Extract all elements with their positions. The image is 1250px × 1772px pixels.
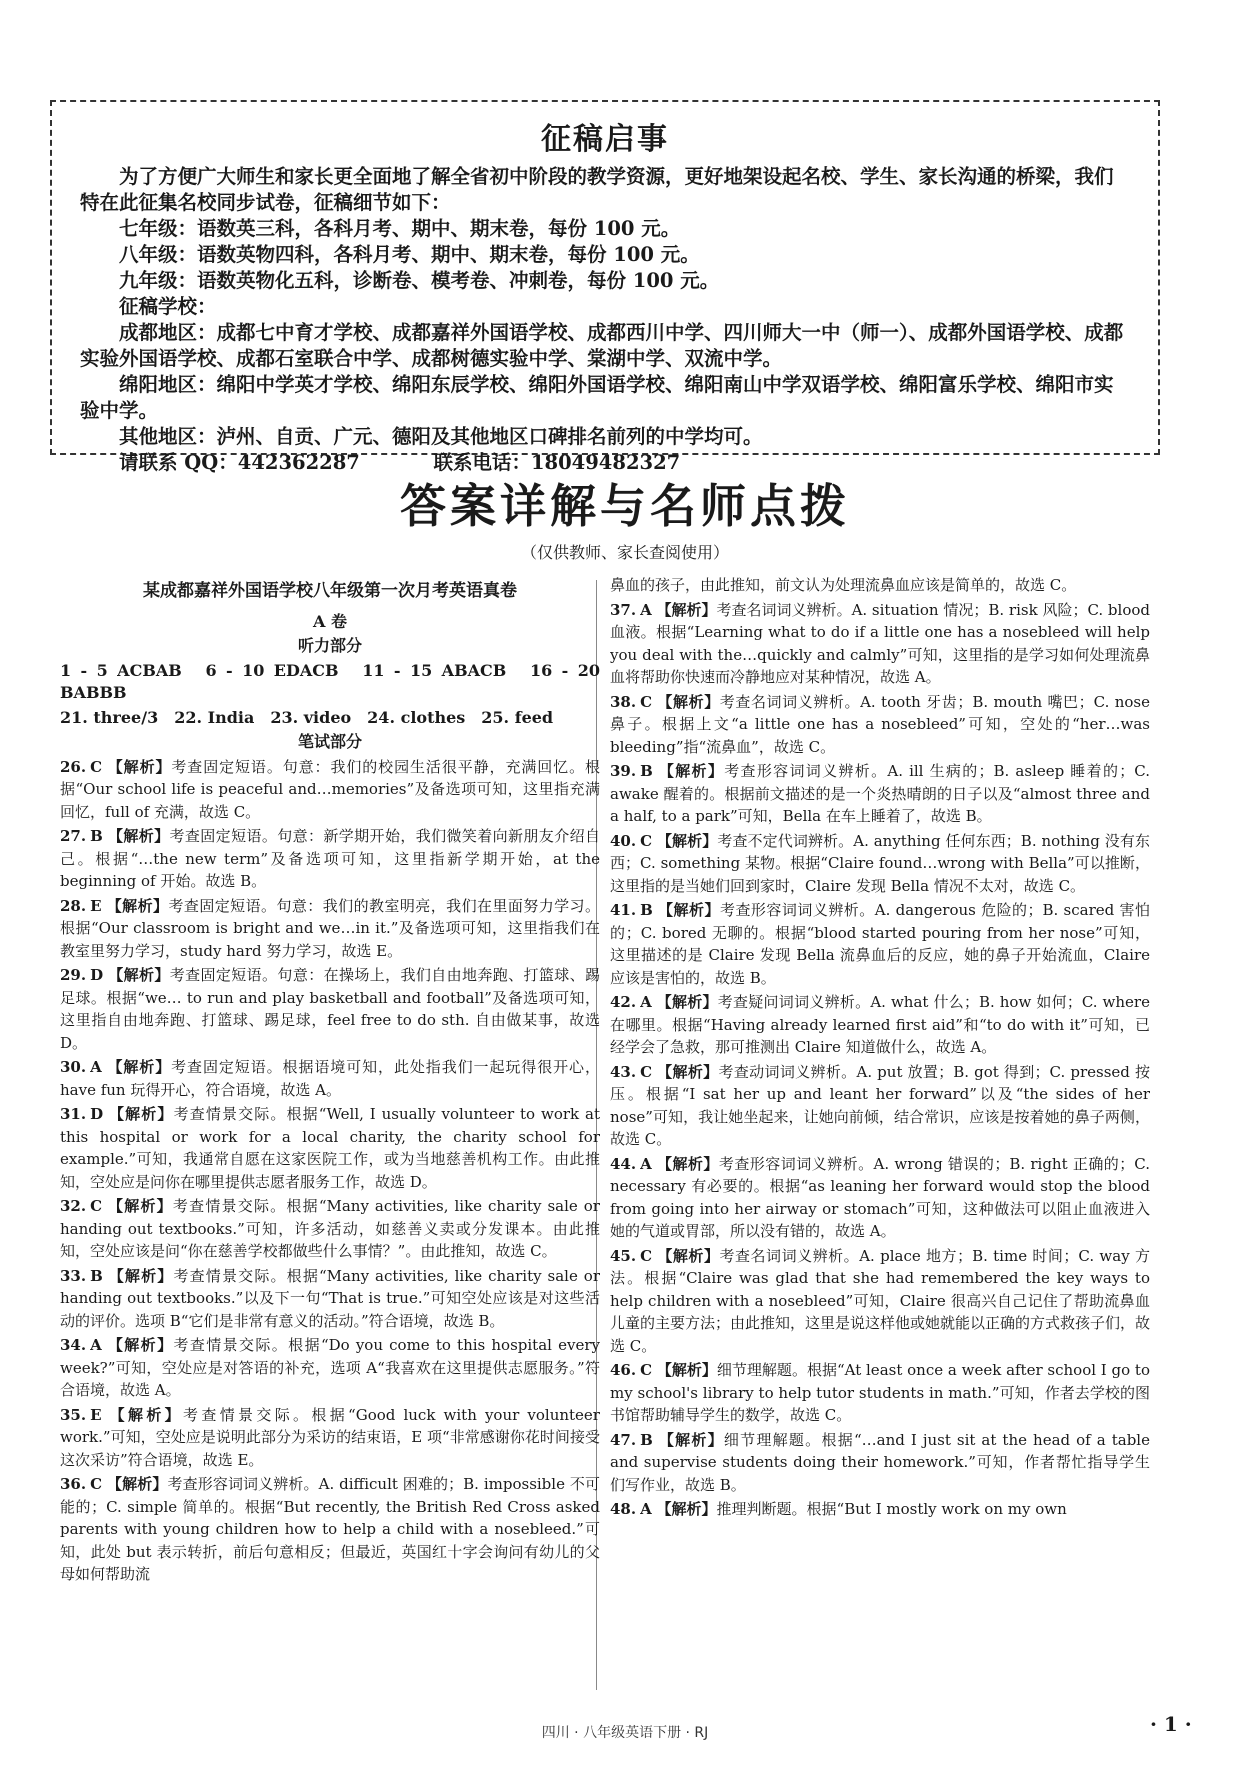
answer-number: 27. xyxy=(60,827,87,845)
left-answer-list xyxy=(60,756,600,1586)
analysis-tag: 【解析】 xyxy=(107,1336,174,1354)
analysis-text: 推理判断题。根据“But I mostly work on my own xyxy=(716,1500,1067,1518)
answer-choice: C xyxy=(640,831,653,850)
answer-number: 36. xyxy=(60,1475,87,1493)
answer-item xyxy=(610,830,1150,898)
notice-others: 其他地区：泸州、自贡、广元、德阳及其他地区口碑排名前列的中学均可。 xyxy=(119,425,763,448)
notice-schools-label: 征稿学校： xyxy=(119,295,217,318)
analysis-text: 考查固定短语。根据语境可知，此处指我们一起玩得很开心，have fun 玩得开心，符合语境，故选 A。 xyxy=(60,1058,600,1099)
analysis-tag: 【解析】 xyxy=(109,1105,174,1123)
analysis-tag: 【解析】 xyxy=(656,993,718,1011)
analysis-text: 考查名词词义辨析。A. tooth 牙齿；B. mouth 嘴巴；C. nose 鼻子。根据上文“a little one has a nosebleed”可知，空处的“her…was bleeding”指“流鼻血”，故选 C。 xyxy=(610,692,1150,756)
title-block xyxy=(0,470,1250,563)
written-heading: 笔试部分 xyxy=(297,732,362,751)
answer-number: 32. xyxy=(60,1197,87,1215)
answer-item xyxy=(60,1195,600,1263)
answer-number: 33. xyxy=(60,1266,87,1285)
answer-number: 45. xyxy=(610,1246,637,1265)
answer-number: 44. xyxy=(610,1154,637,1173)
notice-phone: 联系电话：18049482327 xyxy=(433,451,681,474)
answer-item xyxy=(60,1103,600,1193)
answer-choice: C xyxy=(90,1475,103,1493)
answer-choice: B xyxy=(90,1266,103,1285)
analysis-text: 考查形容词词义辨析。A. ill 生病的；B. asleep 睡着的；C. awake 醒着的。根据前文描述的是一个炎热晴朗的日子以及“almost three and a half, to a park”可知，Bella 在车上睡着了，故选 B。 xyxy=(610,762,1150,825)
analysis-text: 考查形容词词义辨析。A. difficult 困难的；B. impossible 不可能的；C. simple 简单的。根据“But recently, the British Red Cross asked parents with young children how to help a child with a nosebleed.”可知，此处 but 表示转折，前后句意相反；但最近，英国红十字会询问有幼儿的父母如何帮助流 xyxy=(60,1475,600,1583)
answer-item xyxy=(60,1265,600,1333)
analysis-text: 考查名词词义辨析。A. situation 情况；B. risk 风险；C. blood 血液。根据“Learning what to do if a little one has a nosebleed will help you deal with the…quickly and calmly”可知，这里指的是学习如何处理流鼻血将帮助你快速而冷静地应对某种情况，故选 A。 xyxy=(610,600,1150,686)
analysis-tag: 【解析】 xyxy=(108,1266,174,1285)
answer-number: 29. xyxy=(60,966,87,984)
answer-number: 26. xyxy=(60,757,87,776)
analysis-tag: 【解析】 xyxy=(656,831,718,850)
notice-intro: 为了方便广大师生和家长更全面地了解全省初中阶段的教学资源，更好地架设起名校、学生、家长沟通的桥梁，我们特在此征集名校同步试卷，征稿细节如下： xyxy=(80,165,1114,214)
listening-answers-1: 1 - 5 ACBAB 6 - 10 EDACB 11 - 15 ABACB 16 - 20 BABBB xyxy=(60,660,600,702)
analysis-text: 考查情景交际。根据“Do you come to this hospital every week?”可知，空处应是对答语的补充，选项 A“我喜欢在这里提供志愿服务。”符合语境，故选 A。 xyxy=(60,1336,600,1399)
right-column xyxy=(610,574,1150,1694)
analysis-text: 考查情景交际。根据“Many activities, like charity sale or handing out textbooks.”可知，许多活动，如慈善义卖或分发课本。由此推知，空处应该是问“你在慈善学校都做些什么事情？”。由此推知，故选 C。 xyxy=(60,1197,600,1260)
analysis-tag: 【解析】 xyxy=(658,901,720,919)
analysis-text: 考查形容词词义辨析。A. wrong 错误的；B. right 正确的；C. necessary 有必要的。根据“as leaning her forward would stop the blood from going into her airway or stomach”可知，这种做法可以阻止血液进入她的气道或胃部，所以没有错的，故选 A。 xyxy=(610,1154,1150,1240)
answer-choice: B xyxy=(640,901,653,919)
analysis-tag: 【解析】 xyxy=(106,1475,168,1493)
answer-item xyxy=(60,1056,600,1101)
page-footer: 四川 · 八年级英语下册 · RJ xyxy=(541,1725,709,1741)
analysis-text: 考查固定短语。句意：我们的教室明亮，我们在里面努力学习。根据“Our classroom is bright and we…in it.”及备选项可知，这里指我们在教室里努力学习，study hard 努力学习，故选 E。 xyxy=(60,896,600,960)
answer-item xyxy=(610,760,1150,828)
analysis-text: 考查不定代词辨析。A. anything 任何东西；B. nothing 没有东西；C. something 某物。根据“Claire found…wrong with Bella”可以推断，这里指的是当她们回到家时，Claire 发现 Bella 情况不太对，故选 C。 xyxy=(610,831,1150,895)
answer-number: 48. xyxy=(610,1500,637,1518)
answer-number: 38. xyxy=(610,692,637,711)
analysis-text: 考查固定短语。句意：我们的校园生活很平静，充满回忆。根据“Our school life is peaceful and…memories”及备选项可知，这里指充满回忆，full of 充满，故选 C。 xyxy=(60,757,600,821)
answer-item xyxy=(60,895,600,963)
analysis-tag: 【解析】 xyxy=(108,966,170,984)
notice-grade9: 九年级：语数英物化五科，诊断卷、模考卷、冲刺卷，每份 100 元。 xyxy=(119,269,720,292)
analysis-tag: 【解析】 xyxy=(107,1058,172,1076)
analysis-tag: 【解析】 xyxy=(657,1154,719,1173)
answer-choice: B xyxy=(90,827,103,845)
answer-choice: A xyxy=(640,993,652,1011)
listening-answers-2: 21. three/3 22. India 23. video 24. clothes 25. feed xyxy=(60,707,554,727)
analysis-text: 细节理解题。根据“…and I just sit at the head of a table and supervise students doing their homework.”可知，作者帮忙指导学生们写作业，故选 B。 xyxy=(610,1430,1150,1494)
page-subtitle: （仅供教师、家长查阅使用） xyxy=(520,543,729,562)
answer-number: 35. xyxy=(60,1405,87,1424)
analysis-tag: 【解析】 xyxy=(106,896,169,915)
analysis-text: 考查固定短语。句意：新学期开始，我们微笑着向新朋友介绍自己。根据“…the new term”及备选项可知，这里指新学期开始，at the beginning of 开始。故选 B。 xyxy=(60,827,600,890)
answer-number: 37. xyxy=(610,600,637,619)
answer-item xyxy=(610,1429,1150,1497)
analysis-tag: 【解析】 xyxy=(107,757,172,776)
analysis-text: 考查动词词义辨析。A. put 放置；B. got 得到；C. pressed 按压。根据“I sat her up and leant her forward”以及“the sides of her nose”可知，我让她坐起来，让她向前倾，结合常识，应该是按着她的鼻子两侧，故选 C。 xyxy=(610,1062,1150,1148)
answer-number: 40. xyxy=(610,831,637,850)
analysis-tag: 【解析】 xyxy=(657,692,720,711)
answer-choice: D xyxy=(90,966,104,984)
answer-number: 31. xyxy=(60,1105,87,1123)
analysis-tag: 【解析】 xyxy=(108,1197,173,1215)
answer-choice: C xyxy=(90,757,103,776)
exam-title: 某成都嘉祥外国语学校八年级第一次月考英语真卷 xyxy=(143,581,517,601)
analysis-tag: 【解析】 xyxy=(656,600,717,619)
answer-number: 46. xyxy=(610,1361,637,1379)
analysis-tag: 【解析】 xyxy=(657,1246,720,1265)
analysis-tag: 【解析】 xyxy=(656,1361,717,1379)
answer-choice: B xyxy=(640,1430,653,1449)
analysis-text: 考查固定短语。句意：在操场上，我们自由地奔跑、打篮球、踢足球。根据“we… to run and play basketball and football”及备选项可知，这里指自由地奔跑、打篮球、踢足球，feel free to do sth. 自由做某事，故选 D。 xyxy=(60,966,600,1052)
answer-choice: C xyxy=(640,1246,653,1265)
analysis-tag: 【解析】 xyxy=(658,762,725,780)
answer-number: 43. xyxy=(610,1062,637,1081)
exam-volume: A 卷 xyxy=(313,611,347,631)
listening-heading: 听力部分 xyxy=(297,636,362,655)
notice-title: 征稿启事 xyxy=(541,122,669,157)
answer-item xyxy=(610,1153,1150,1243)
page-title: 答案详解与名师点拨 xyxy=(400,479,850,533)
analysis-tag: 【解析】 xyxy=(657,1062,719,1081)
answer-item xyxy=(60,756,600,824)
analysis-text: 考查疑问词词义辨析。A. what 什么；B. how 如何；C. where 在哪里。根据“Having already learned first aid”和“to do with it”可知，已经学会了急救，那可推测出 Claire 知道做什么，故选 A。 xyxy=(610,993,1150,1056)
answer-item xyxy=(610,691,1150,759)
notice-mianyang: 绵阳地区：绵阳中学英才学校、绵阳东辰学校、绵阳外国语学校、绵阳南山中学双语学校、绵阳富乐学校、绵阳市实验中学。 xyxy=(80,373,1114,422)
analysis-tag: 【解析】 xyxy=(658,1430,724,1449)
analysis-text: 考查情景交际。根据“Many activities, like charity sale or handing out textbooks.”以及下一句“That is true.”可知空处应该是对这些活动的评价。选项 B“它们是非常有意义的活动。”符合语境，故选 B。 xyxy=(60,1266,600,1330)
answer-number: 28. xyxy=(60,896,87,915)
answer-number: 41. xyxy=(610,901,637,919)
answer-item xyxy=(60,1334,600,1402)
left-column xyxy=(60,580,600,1700)
answer-choice: E xyxy=(90,1405,102,1424)
answer-choice: E xyxy=(90,896,102,915)
answer-number: 47. xyxy=(610,1430,637,1449)
answer-choice: A xyxy=(90,1336,102,1354)
answer-number: 42. xyxy=(610,993,637,1011)
answer-item xyxy=(610,991,1150,1059)
analysis-tag: 【解析】 xyxy=(107,827,170,845)
analysis-text: 考查情景交际。根据“Good luck with your volunteer work.”可知，空处应是说明此部分为采访的结束语，E 项“非常感谢你花时间接受这次采访”符合语境，故选 E。 xyxy=(60,1405,600,1469)
notice-grade8: 八年级：语数英物四科，各科月考、期中、期末卷，每份 100 元。 xyxy=(119,243,700,266)
answer-choice: D xyxy=(90,1105,104,1123)
analysis-text: 考查形容词词义辨析。A. dangerous 危险的；B. scared 害怕的；C. bored 无聊的。根据“blood started pouring from her nose”可知，这里描述的是 Claire 发现 Bella 流鼻血后的反应，她的鼻子开始流血，Claire 应该是害怕的，故选 B。 xyxy=(610,901,1150,987)
answer-number: 34. xyxy=(60,1336,87,1354)
analysis-text: 考查情景交际。根据“Well, I usually volunteer to work at this hospital or work for a local charity, the charity school for example.”可知，我通常自愿在这家医院工作，或为当地慈善机构工作。由此推知，空处应是问你在哪里提供志愿者服务工作，故选 D。 xyxy=(60,1105,600,1191)
answer-item xyxy=(610,899,1150,989)
submission-notice xyxy=(50,100,1160,474)
answer-item xyxy=(610,1498,1150,1521)
answer-item xyxy=(60,964,600,1054)
right-lead-text: 鼻血的孩子，由此推知，前文认为处理流鼻血应该是简单的，故选 C。 xyxy=(610,576,1077,594)
answer-choice: A xyxy=(640,600,652,619)
answer-item xyxy=(60,1473,600,1586)
notice-grade7: 七年级：语数英三科，各科月考、期中、期末卷，每份 100 元。 xyxy=(119,217,681,240)
answer-number: 39. xyxy=(610,762,637,780)
answer-item xyxy=(60,1404,600,1472)
answer-choice: A xyxy=(640,1500,652,1518)
notice-chengdu: 成都地区：成都七中育才学校、成都嘉祥外国语学校、成都西川中学、四川师大一中（师一）、成都外国语学校、成都实验外国语学校、成都石室联合中学、成都树德实验中学、棠湖中学、双流中学。 xyxy=(80,321,1124,370)
right-answer-list xyxy=(610,599,1150,1521)
analysis-text: 细节理解题。根据“At least once a week after school I go to my school's library to help tutor students in math.”可知，作者去学校的图书馆帮助辅导学生的数学，故选 C。 xyxy=(610,1361,1150,1424)
answer-item xyxy=(610,1359,1150,1427)
answer-choice: C xyxy=(640,692,653,711)
answer-choice: B xyxy=(640,762,653,780)
answer-choice: C xyxy=(640,1062,653,1081)
answer-choice: C xyxy=(90,1197,103,1215)
answer-choice: A xyxy=(640,1154,652,1173)
answer-choice: A xyxy=(90,1058,102,1076)
answer-item xyxy=(610,1061,1150,1151)
answer-choice: C xyxy=(640,1361,653,1379)
analysis-tag: 【解析】 xyxy=(656,1500,717,1518)
analysis-text: 考查名词词义辨析。A. place 地方；B. time 时间；C. way 方法。根据“Claire was glad that she had remembered the key ways to help children with a nosebleed”可知，Claire 很高兴自己记住了帮助流鼻血儿童的主要方法；由此推知，这里是说这样他或她就能以正确的方式救孩子们，故选 C。 xyxy=(610,1246,1150,1355)
answer-item xyxy=(60,825,600,893)
answer-number: 30. xyxy=(60,1058,87,1076)
page-number: · 1 · xyxy=(1150,1712,1192,1736)
analysis-tag: 【解析】 xyxy=(109,1405,184,1424)
answer-item xyxy=(610,599,1150,689)
notice-qq: 请联系 QQ：442362287 xyxy=(119,451,360,474)
answer-item xyxy=(610,1245,1150,1358)
